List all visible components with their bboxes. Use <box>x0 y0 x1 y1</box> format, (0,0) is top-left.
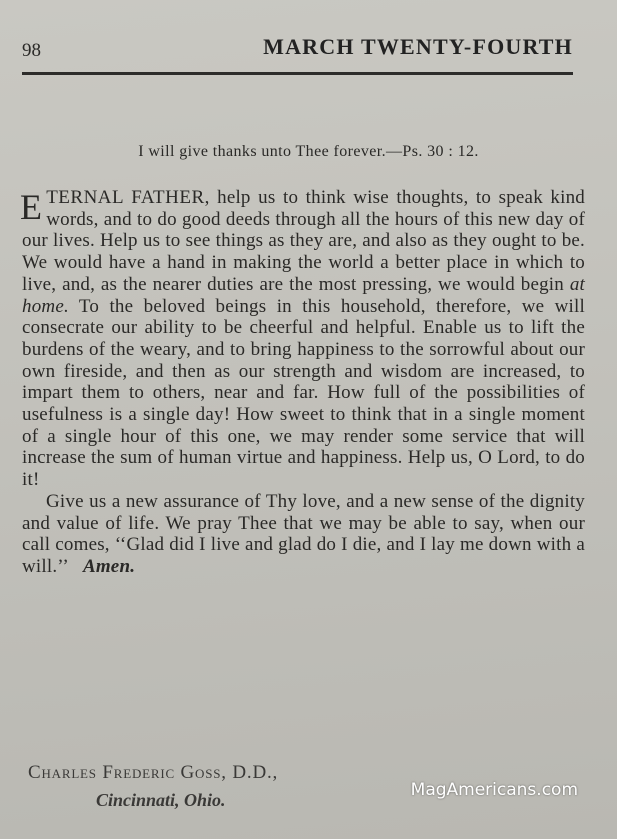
paragraph-1-text-a: , help us to think wise thoughts, to speak kind words, and to do good deeds through all the hours of this new day of our lives. Help us to see things as they are, and also as they ought to be. We would have a hand in making the world a better place in which to live, and, as the nearer duties are the most pressing, we would begin <box>22 187 585 295</box>
drop-cap: E <box>20 187 43 227</box>
paragraph-1-text-b: To the beloved beings in this household, therefore, we will consecrate our ability to be cheerful and helpful. Enable us to lift the burdens of the weary, and to bring happiness to the sorrowful about our own fireside, and then as our strength and wisdom are increased, to impart them to others, near and far. How full of the possibilities of usefulness is a single day! How sweet to think that in a single moment of a single hour of this one, we may render some service that will increase the sum of human virtue and happiness. Help us, O Lord, to do it! <box>22 295 585 491</box>
header-rule <box>22 72 573 75</box>
author-name: Charles Frederic Goss, D.D., <box>28 762 279 783</box>
watermark: MagAmericans.com <box>410 780 578 800</box>
paragraph-2-text: Give us a new assurance of Thy love, and a new sense of the dignity and value of life. We pray Thee that we may be able to say, when our call comes, ‘‘Glad did I live and glad do I die, and I lay me down with a will.’’ <box>22 490 585 577</box>
opening-words: TERNAL FATHER <box>46 187 205 208</box>
amen: Amen. <box>82 555 136 577</box>
paragraph-2 <box>22 491 585 578</box>
page-number: 98 <box>22 40 41 61</box>
paragraph-1 <box>22 187 585 491</box>
emphasis-at-home: at home. <box>22 273 585 317</box>
author-place: Cincinnati, Ohio. <box>96 790 226 810</box>
epigraph: I will give thanks unto Thee forever.—Ps. 30 : 12. <box>138 143 479 160</box>
prayer-body <box>22 187 585 578</box>
running-head: MARCH TWENTY-FOURTH <box>263 34 573 59</box>
